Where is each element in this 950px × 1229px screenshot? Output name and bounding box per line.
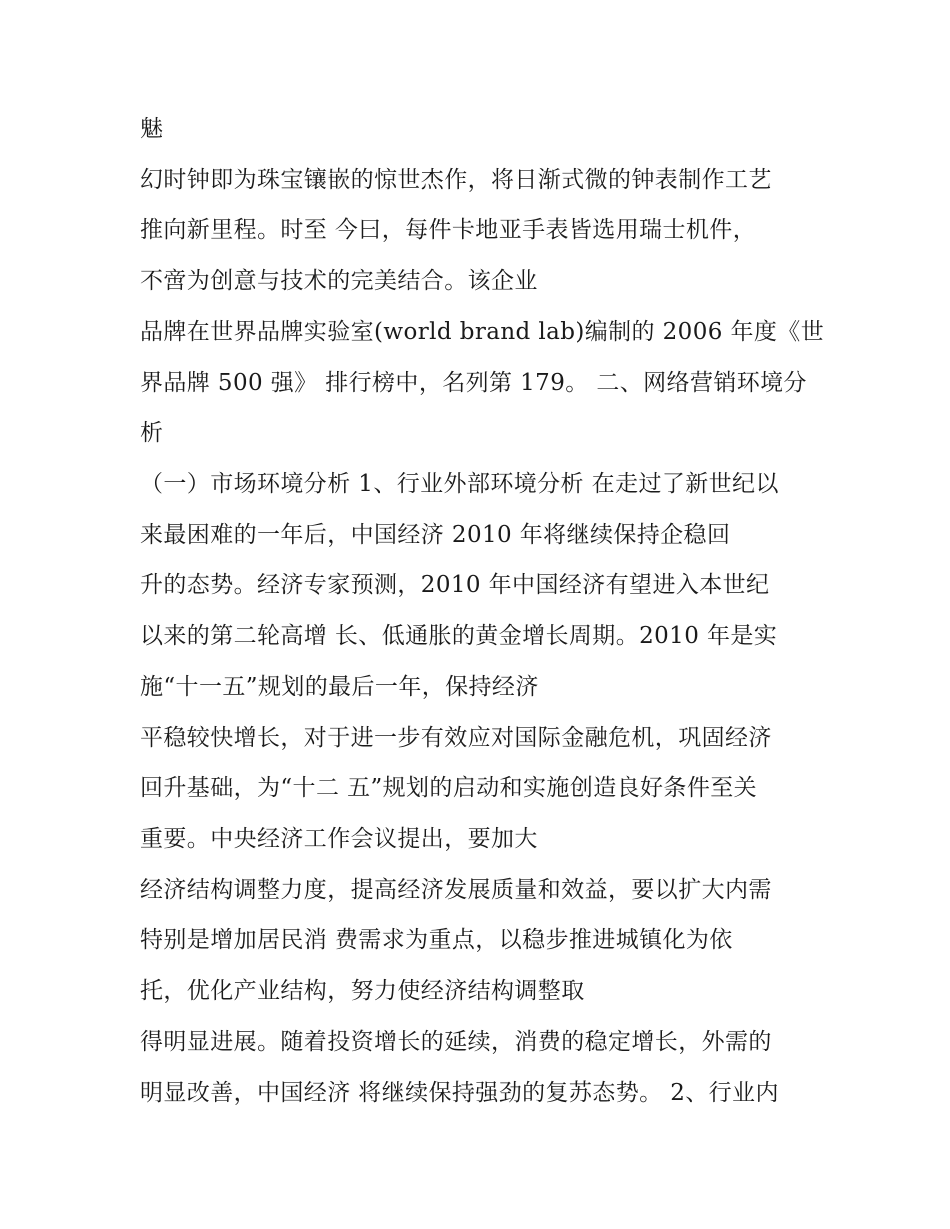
text-line: 明显改善，中国经济 将继续保持强劲的复苏态势。 2、行业内 [140, 1080, 779, 1106]
text-line: 不啻为创意与技术的完美结合。该企业 [140, 268, 538, 294]
text-line: 回升基础，为“十二 五”规划的启动和实施创造良好条件至关 [140, 775, 758, 801]
text-line: 界品牌 500 强》 排行榜中，名列第 179。 二、网络营销环境分 [140, 370, 807, 396]
text-line: 魅 [140, 116, 164, 142]
text-line: 特别是增加居民消 费需求为重点，以稳步推进城镇化为依 [140, 927, 733, 953]
text-line: 施“十一五”规划的最后一年，保持经济 [140, 674, 539, 700]
text-line: 幻时钟即为珠宝镶嵌的惊世杰作，将日渐式微的钟表制作工艺 [140, 167, 772, 193]
text-line: 得明显进展。随着投资增长的延续，消费的稳定增长，外需的 [140, 1029, 772, 1055]
text-line: 平稳较快增长，对于进一步有效应对国际金融危机，巩固经济 [140, 725, 772, 751]
text-line: （一）市场环境分析 1、行业外部环境分析 在走过了新世纪以 [140, 471, 779, 497]
text-line: 来最困难的一年后，中国经济 2010 年将继续保持企稳回 [140, 522, 731, 548]
text-line: 推向新里程。时至 今曰，每件卡地亚手表皆选用瑞士机件， [140, 217, 757, 243]
text-line: 经济结构调整力度，提高经济发展质量和效益，要以扩大内需 [140, 877, 772, 903]
text-line: 以来的第二轮高增 长、低通胀的黄金增长周期。2010 年是实 [140, 623, 778, 649]
text-line: 重要。中央经济工作会议提出，要加大 [140, 826, 538, 852]
text-line: 析 [140, 420, 164, 446]
text-line: 升的态势。经济专家预测，2010 年中国经济有望进入本世纪 [140, 572, 770, 598]
text-line: 品牌在世界品牌实验室(world brand lab)编制的 2006 年度《世 [140, 319, 825, 345]
text-line: 托，优化产业结构，努力使经济结构调整取 [140, 978, 585, 1004]
